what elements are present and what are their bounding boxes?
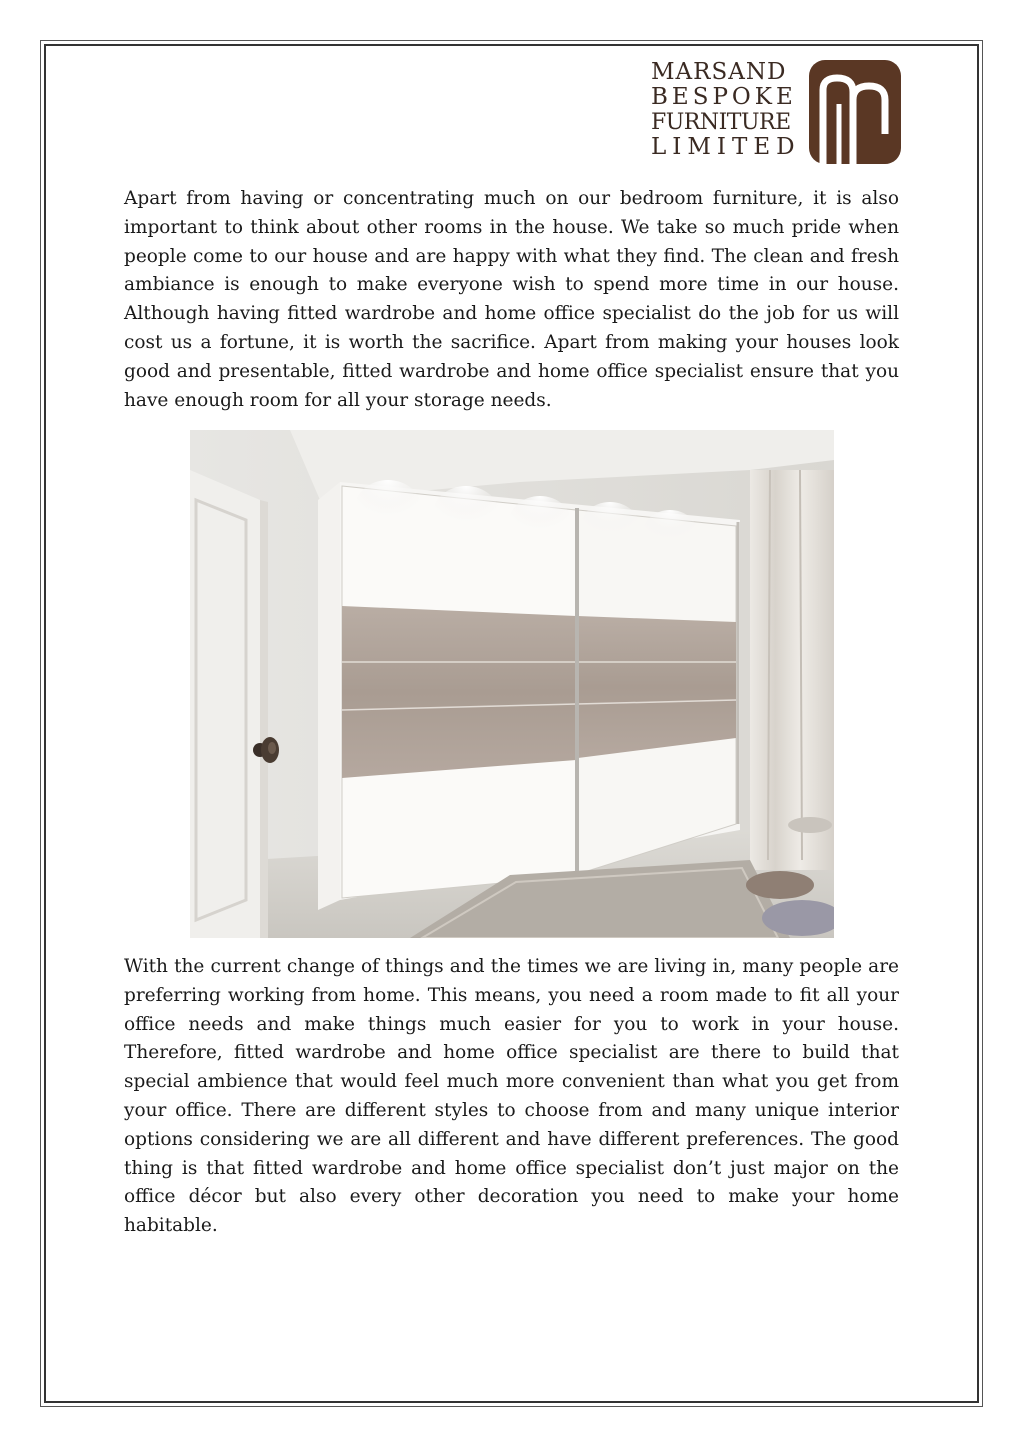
logo-line-3: FURNITURE <box>651 110 791 135</box>
logo-wordmark <box>651 60 801 160</box>
logo-line-4: LIMITED <box>651 134 801 160</box>
company-logo <box>651 58 901 164</box>
logo-line-2: BESPOKE <box>651 84 797 110</box>
body-paragraph-2: With the current change of things and the times we are living in, many people are preferring working from home. This means, you need a room made to fit all your office needs and make things much easier for you to work in your house. Therefore, fitted wardrobe and home office specialist are there to build that special ambience that would feel much more convenient than what you get from your office. There are different styles to choose from and many unique interior options considering we are all different and have different preferences. The good thing is that fitted wardrobe and home office specialist don’t just major on the office décor but also every other decoration you need to make your home habitable. <box>124 956 899 1237</box>
logo-line-1: MARSAND <box>651 59 787 85</box>
logo-m-mark-icon <box>809 60 901 164</box>
wardrobe-photo <box>190 430 834 938</box>
body-paragraph-1: Apart from having or concentrating much on our bedroom furniture, it is also important to think about other rooms in the house. We take so much pride when people come to our house and are happy with what they find. The clean and fresh ambiance is enough to make everyone wish to spend more time in our house. Although having fitted wardrobe and home office specialist do the job for us will cost us a fortune, it is worth the sacrifice. Apart from making your houses look good and presentable, fitted wardrobe and home office specialist ensure that you have enough room for all your storage needs. <box>124 188 899 411</box>
